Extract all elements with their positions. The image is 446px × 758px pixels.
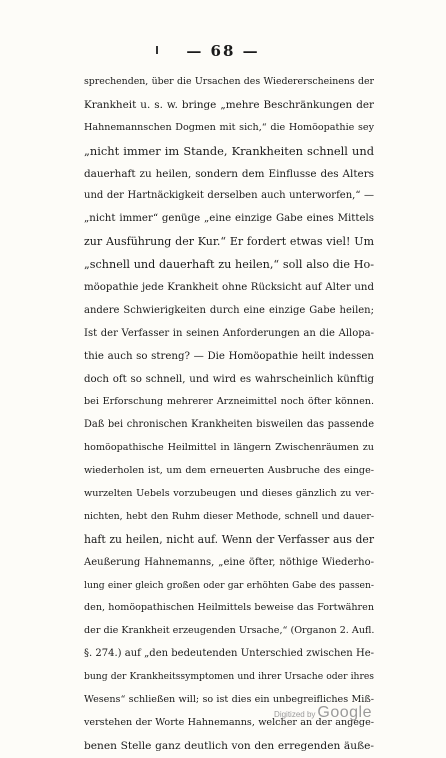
watermark-prefix: Digitized by xyxy=(274,710,316,719)
digitized-watermark xyxy=(274,704,372,722)
text-line: lung einer gleich großen oder gar erhöhten Gabe des passen- xyxy=(84,579,374,591)
text-line: „nicht immer“ genüge „eine einzige Gabe eines Mittels xyxy=(84,213,374,225)
text-line: Hahnemannschen Dogmen mit sich,“ die Homöopathie sey xyxy=(84,121,374,133)
text-line: Wesens“ schließen will; so ist dies ein unbegreifliches Miß- xyxy=(84,694,374,706)
text-line: dauerhaft zu heilen, sondern dem Einflusse des Alters xyxy=(84,167,374,180)
text-line: „nicht immer im Stande, Krankheiten schnell und xyxy=(84,143,374,158)
text-line: Aeußerung Hahnemanns, „eine öfter, nöthige Wiederho- xyxy=(84,556,374,568)
body-text xyxy=(84,71,374,758)
text-line: Krankheit u. s. w. bringe „mehre Beschränkungen der xyxy=(84,98,374,111)
text-line: bung der Krankheitssymptomen und ihrer Ursache oder ihres xyxy=(84,671,374,683)
text-line: verstehen der Worte Hahnemanns, welcher an der angege- xyxy=(84,716,374,728)
text-line: zur Ausführung der Kur.“ Er fordert etwas viel! Um xyxy=(84,235,374,249)
text-line: wiederholen ist, um dem erneuerten Ausbruche des einge- xyxy=(84,465,374,477)
text-line: „schnell und dauerhaft zu heilen,“ soll also die Ho- xyxy=(84,258,374,272)
text-line: haft zu heilen, nicht auf. Wenn der Verfasser aus der xyxy=(84,532,374,546)
text-line: §. 274.) auf „den bedeutenden Unterschied zwischen He- xyxy=(84,648,374,660)
text-line: nichten, hebt den Ruhm dieser Methode, schnell und dauer- xyxy=(84,510,374,522)
google-logo: Google xyxy=(317,704,372,721)
text-line: andere Schwierigkeiten durch eine einzige Gabe heilen; xyxy=(84,304,374,316)
text-line: homöopathische Heilmittel in längern Zwischenräumen zu xyxy=(84,442,374,454)
text-line: benen Stelle ganz deutlich von den erregenden äuße- xyxy=(84,739,374,752)
text-line: Daß bei chronischen Krankheiten bisweilen das passende xyxy=(84,419,374,431)
text-line: thie auch so streng? — Die Homöopathie heilt indessen xyxy=(84,350,374,362)
text-line: wurzelten Uebels vorzubeugen und dieses gänzlich zu ver- xyxy=(84,488,374,500)
text-line: bei Erforschung mehrerer Arzneimittel noch öfter können. xyxy=(84,396,374,408)
text-line: und der Hartnäckigkeit derselben auch unterworfen,“ — xyxy=(84,190,374,202)
text-line: sprechenden, über die Ursachen des Wiedererscheinens der xyxy=(84,76,374,87)
page-number: — 68 — xyxy=(186,42,260,60)
text-line: möopathie jede Krankheit ohne Rücksicht auf Alter und xyxy=(84,282,374,294)
text-line: den, homöopathischen Heilmittels beweise das Fortwähren xyxy=(84,602,374,614)
text-line: der die Krankheit erzeugenden Ursache,“ (Organon 2. Aufl. xyxy=(84,625,375,637)
text-line: Ist der Verfasser in seinen Anforderungen an die Allopa- xyxy=(84,327,374,339)
text-line: doch oft so schnell, und wird es wahrscheinlich künftig xyxy=(84,373,374,385)
